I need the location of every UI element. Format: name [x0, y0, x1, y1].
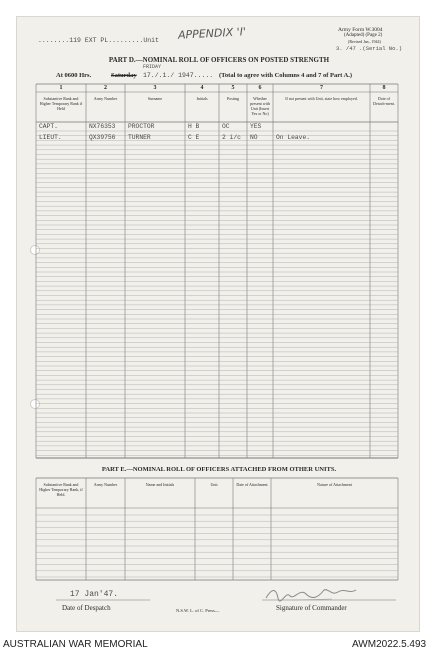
- signature-label: Signature of Commander: [276, 604, 347, 612]
- column-header: Initials: [196, 96, 208, 101]
- column-header: Substantive Rank and Higher Temporary Rank if Held: [39, 96, 83, 111]
- form-number: Army Form W.3004: [338, 27, 383, 33]
- serial-number: 3. /47 .(Serial No.): [336, 45, 403, 52]
- column-header: Unit: [210, 482, 218, 487]
- credit-right: AWM2022.5.493: [352, 639, 427, 650]
- row-cell: LIEUT.: [39, 133, 62, 141]
- column-header: Surname: [147, 96, 163, 101]
- row-cell: PROCTOR: [128, 123, 155, 130]
- column-header: Substantive Rank and Higher Temporary Rank, if Held.: [39, 482, 83, 497]
- column-number: 7: [320, 85, 323, 91]
- column-header: Army Number: [93, 482, 118, 487]
- column-number: 2: [104, 85, 107, 91]
- commander-signature-image: [262, 584, 362, 604]
- column-number: 1: [59, 85, 63, 91]
- column-header: Date of Attachment: [236, 482, 268, 487]
- row-cell: TURNER: [128, 133, 151, 141]
- column-header: Name and Initials: [145, 482, 175, 487]
- part-d-heading: PART D.—NOMINAL ROLL OF OFFICERS ON POSTED STRENGTH: [108, 56, 330, 64]
- row-cell: C E: [188, 133, 200, 141]
- column-header: Army Number: [93, 96, 118, 101]
- credit-left: AUSTRALIAN WAR MEMORIAL: [3, 639, 148, 650]
- date-line-struck-day: Saturday: [111, 72, 137, 79]
- printer-note: N.S.W. L. of C. Press—: [176, 608, 220, 613]
- date-line-prefix: At 0600 Hrs.: [56, 72, 92, 79]
- credit-bar: [0, 636, 438, 653]
- column-header: Nature of Attachment: [317, 482, 352, 487]
- row-cell: On Leave.: [276, 133, 311, 141]
- column-header: Date of Detach-ment.: [373, 96, 395, 106]
- column-number: 4: [200, 85, 204, 91]
- row-cell: NX76353: [89, 123, 116, 130]
- column-number: 6: [258, 85, 262, 91]
- column-number: 5: [231, 85, 235, 91]
- part-e-heading: PART E.—NOMINAL ROLL OF OFFICERS ATTACHED FROM OTHER UNITS.: [101, 466, 337, 473]
- row-cell: YES: [250, 123, 262, 130]
- row-cell: OC: [222, 123, 230, 130]
- form-adapted: (Adapted) (Page 2): [344, 33, 383, 38]
- row-cell: CAPT.: [39, 123, 58, 130]
- date-line-date: 17./.1./ 1947.....: [143, 72, 214, 79]
- day-typed: FRIDAY: [143, 64, 162, 70]
- row-cell: QX39756: [89, 133, 116, 141]
- appendix-handwritten: APPENDIX 'I': [177, 25, 247, 42]
- unit-line: ........119 EXT PL.........Unit: [38, 37, 159, 44]
- form-revised: (Revised Jan., 1944): [348, 39, 381, 44]
- column-number: 3: [153, 85, 157, 91]
- row-cell: H B: [188, 123, 200, 130]
- column-header: If not present with Unit, state how employed.: [285, 96, 358, 101]
- date-line-suffix: (Total to agree with Columns 4 and 7 of Part A.): [219, 72, 353, 79]
- column-header: Posting: [226, 96, 239, 101]
- row-cell: 2 i/c: [222, 133, 241, 141]
- despatch-date-typed: 17 Jan'47.: [70, 590, 119, 599]
- column-number: 8: [382, 85, 386, 91]
- column-header: Whether present with Unit (Insert Yes or No): [250, 96, 270, 116]
- row-cell: NO: [250, 133, 258, 141]
- despatch-label: Date of Despatch: [62, 604, 111, 612]
